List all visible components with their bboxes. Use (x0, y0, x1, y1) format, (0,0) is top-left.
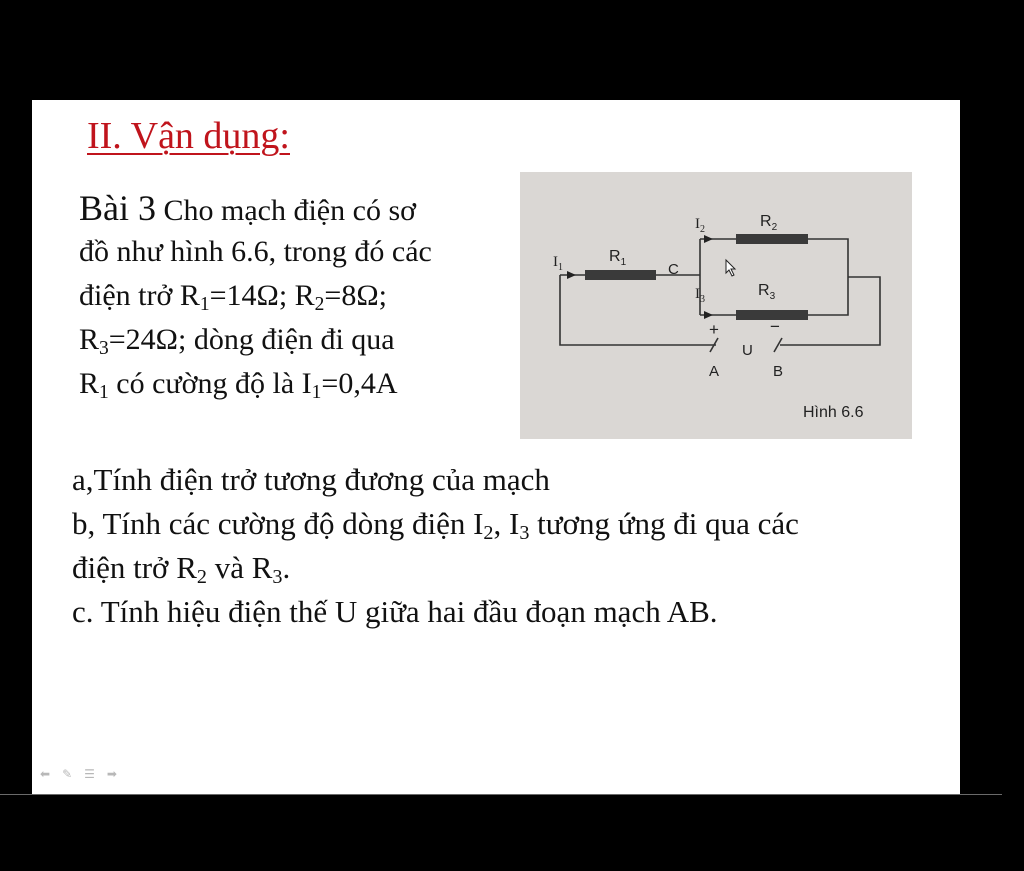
previous-icon[interactable]: ⬅ (40, 767, 51, 781)
question-text: và R (206, 550, 273, 585)
subscript: 1 (311, 381, 322, 403)
problem-statement (79, 186, 519, 406)
problem-text: R (79, 323, 100, 356)
problem-line-1 (79, 186, 519, 230)
subscript: 1 (99, 381, 109, 403)
label-u: U (742, 342, 753, 359)
divider (0, 794, 1002, 795)
label-node-c: C (668, 261, 679, 278)
wire-left (560, 275, 716, 345)
question-text: , I (493, 506, 520, 541)
problem-text: =8Ω; (324, 279, 387, 312)
label-r3: $R_3$ (758, 282, 776, 302)
exercise-number: Bài 3 (79, 188, 156, 228)
label-minus: − (770, 317, 780, 336)
slideshow-toolbar (40, 766, 117, 782)
subscript: 2 (196, 566, 207, 589)
wire-branch-top-right (808, 239, 848, 282)
question-text: tương ứng đi qua các (529, 506, 799, 541)
label-r2: $R_2$ (760, 213, 778, 233)
mouse-cursor-icon (726, 260, 735, 276)
questions (72, 458, 952, 634)
label-i2: $I_2$ (695, 216, 705, 235)
question-b (72, 502, 952, 546)
resistor-r2 (736, 234, 808, 244)
question-a (72, 458, 952, 502)
problem-line-4 (79, 318, 519, 362)
question-text: a,Tính điện trở tương đương của mạch (72, 462, 550, 497)
problem-text: =14Ω; R (209, 279, 315, 312)
slide (32, 100, 960, 795)
question-text: c. Tính hiệu điện thế U giữa hai đầu đoạn mạch AB. (72, 594, 718, 629)
label-b: B (773, 363, 784, 380)
problem-text: đồ như hình 6.6, trong đó các (79, 235, 432, 268)
problem-text: =24Ω; dòng điện đi qua (108, 323, 395, 356)
resistor-r1 (585, 270, 656, 280)
label-i1: $I_1$ (553, 254, 563, 273)
problem-line-2 (79, 230, 519, 274)
subscript: 2 (314, 293, 325, 315)
subscript: 2 (483, 522, 494, 545)
problem-text: điện trở R (79, 279, 200, 312)
pen-icon[interactable]: ✎ (62, 767, 73, 781)
label-i3: $I_3$ (695, 286, 705, 305)
figure-caption: Hình 6.6 (803, 404, 864, 421)
problem-line-3 (79, 274, 519, 318)
question-text: b, Tính các cường độ dòng điện I (72, 506, 484, 541)
label-r1: $R_1$ (609, 248, 627, 268)
subscript: 3 (272, 566, 283, 589)
problem-text: có cường độ là I (108, 367, 312, 400)
question-text: điện trở R (72, 550, 197, 585)
problem-text: =0,4A (321, 367, 398, 400)
circuit-figure (520, 172, 912, 439)
question-text: . (282, 550, 291, 585)
subscript: 1 (199, 293, 210, 315)
next-icon[interactable]: ➡ (106, 767, 117, 781)
problem-line-5 (79, 362, 519, 406)
wire-branch-bottom-right (808, 282, 848, 315)
subscript: 3 (519, 522, 530, 545)
arrow-i2 (704, 235, 713, 243)
label-a: A (709, 363, 720, 380)
section-heading: II. Vận dụng: (87, 115, 290, 157)
subscript: 3 (99, 337, 109, 359)
menu-icon[interactable]: ☰ (84, 767, 95, 781)
arrow-i1 (567, 271, 576, 279)
problem-text: Cho mạch điện có sơ (156, 194, 416, 227)
problem-text: R (79, 367, 100, 400)
arrow-i3 (704, 311, 713, 319)
label-plus: + (709, 320, 719, 339)
circuit-diagram (520, 172, 912, 439)
question-c (72, 590, 952, 634)
question-b-cont (72, 546, 952, 590)
